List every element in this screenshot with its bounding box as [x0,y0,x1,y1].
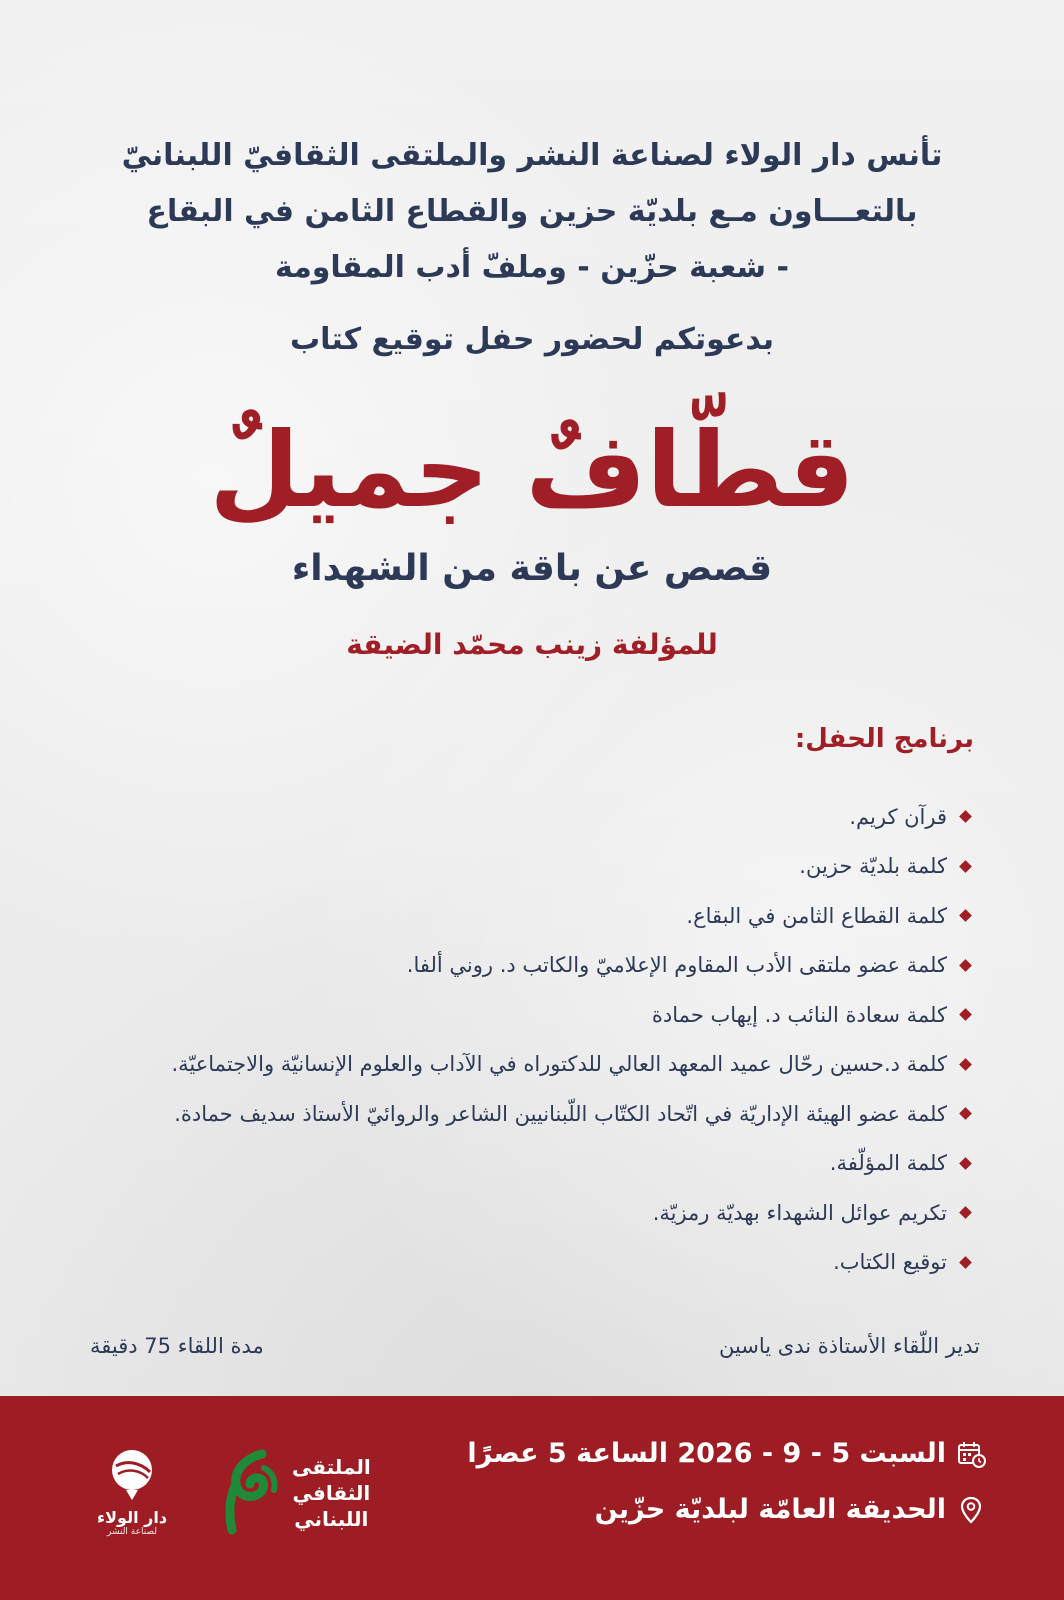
intro-line-1: تأنس دار الولاء لصناعة النشر والملتقى الثقافيّ اللبنانيّ [121,138,943,173]
program-heading: برنامج الحفل: [794,724,974,754]
wala-logo-name: دار الولاء [96,1508,168,1527]
diamond-bullet-icon [959,810,972,823]
balloon-emblem-icon [102,1487,162,1506]
diamond-bullet-icon [959,1206,972,1219]
book-title: قطّافٌ جميلٌ [209,409,855,531]
program-item: تكريم عوائل الشهداء بهديّة رمزيّة. [171,1188,970,1238]
intro-text [0,128,1064,296]
forum-emblem-icon [216,1446,282,1540]
diamond-bullet-icon [959,1107,972,1120]
event-place-row [595,1494,986,1525]
intro-line-3: - شعبة حزّين - وملفّ أدب المقاومة [275,250,789,285]
program-item: كلمة عضو الهيئة الإداريّة في اتّحاد الكتّاب اللّبنانيين الشاعر والروائيّ الأستاذ سديف حمادة. [171,1089,970,1139]
lebanese-cultural-forum-logo [216,1446,371,1540]
wala-logo-tagline: لصناعة النشر [106,1527,157,1537]
diamond-bullet-icon [959,1008,972,1021]
diamond-bullet-icon [959,959,972,972]
diamond-bullet-icon [959,909,972,922]
location-pin-icon [956,1495,986,1525]
program-item: كلمة القطاع الثامن في البقاع. [171,891,970,941]
event-date-row [467,1438,986,1469]
footer-banner [0,1396,1064,1600]
intro-line-2: بالتعـــاون مـع بلديّة حزين والقطاع الثامن في البقاع [146,194,918,229]
invitation-line: بدعوتكم لحضور حفل توقيع كتاب [290,322,774,357]
program-list [171,792,970,1287]
forum-logo-text: الملتقى الثقافي اللبناني [292,1455,371,1531]
program-item: توقيع الكتاب. [171,1238,970,1288]
book-subtitle: قصص عن باقة من الشهداء [291,548,773,589]
diamond-bullet-icon [959,860,972,873]
event-date-text: السبت 5 - 9 - 2026 الساعة 5 عصرًا [467,1438,946,1469]
diamond-bullet-icon [959,1157,972,1170]
program-item: كلمة د.حسين رحّال عميد المعهد العالي للدكتوراه في الآداب والعلوم الإنسانيّة والاجتماعيّة. [171,1040,970,1090]
program-item: كلمة سعادة النائب د. إيهاب حمادة [171,990,970,1040]
diamond-bullet-icon [959,1058,972,1071]
event-place-text: الحديقة العامّة لبلديّة حزّين [594,1494,946,1525]
program-item: كلمة عضو ملتقى الأدب المقاوم الإعلاميّ والكاتب د. روني ألفا. [171,941,970,991]
moderator-line: تدير اللّقاء الأستاذة ندى ياسين [718,1334,980,1358]
dar-al-walaa-logo [92,1446,172,1537]
calendar-clock-icon [956,1439,986,1469]
duration-line: مدة اللقاء 75 دقيقة [90,1334,264,1358]
program-item: قرآن كريم. [171,792,970,842]
program-item: كلمة المؤلّفة. [171,1139,970,1189]
program-item: كلمة بلديّة حزين. [171,842,970,892]
book-author: للمؤلفة زينب محمّد الضيقة [346,628,718,661]
diamond-bullet-icon [959,1256,972,1269]
